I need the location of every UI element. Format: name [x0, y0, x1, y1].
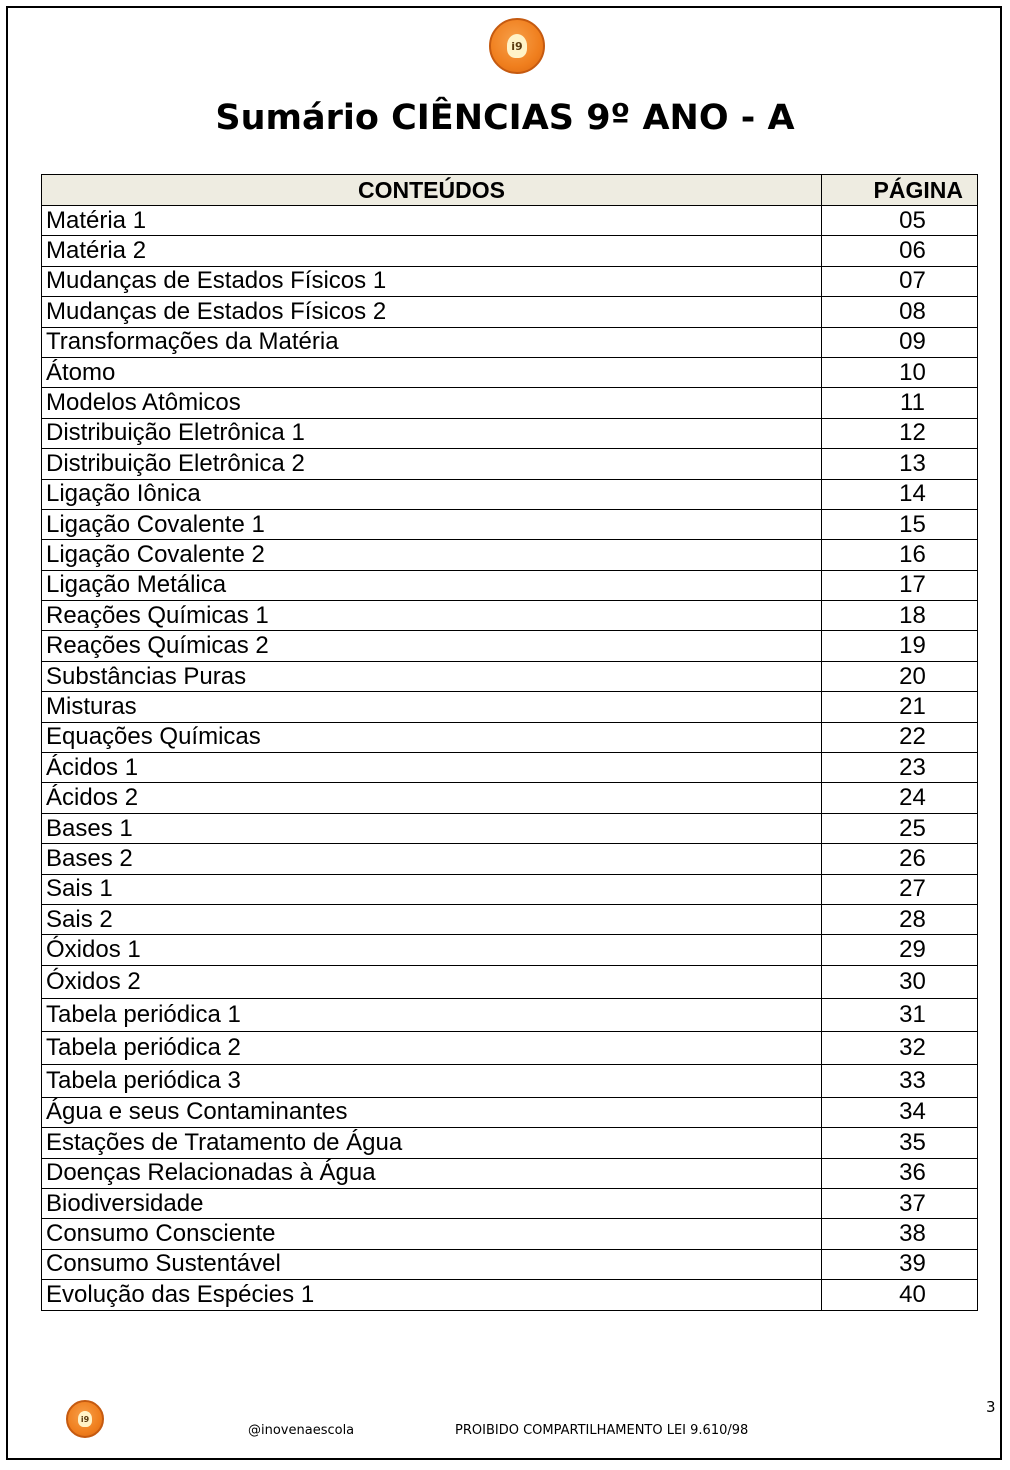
page-cell: 24: [822, 783, 978, 813]
lightbulb-icon: [507, 34, 528, 58]
table-row: [42, 1064, 978, 1097]
page-cell: 22: [822, 722, 978, 752]
footer-logo: [66, 1400, 104, 1438]
table-row: [42, 1097, 978, 1127]
column-header-page: PÁGINA: [822, 175, 978, 206]
topic-cell: Matéria 1: [42, 206, 822, 236]
page-number: 3: [986, 1398, 996, 1416]
topic-cell: Ligação Metálica: [42, 570, 822, 600]
table-row: [42, 998, 978, 1031]
topic-cell: Reações Químicas 1: [42, 601, 822, 631]
topic-cell: Consumo Sustentável: [42, 1249, 822, 1279]
topic-cell: Mudanças de Estados Físicos 1: [42, 266, 822, 296]
topic-cell: Evolução das Espécies 1: [42, 1280, 822, 1310]
page-title: Sumário CIÊNCIAS 9º ANO - A: [215, 98, 795, 138]
column-header-topic: CONTEÚDOS: [42, 175, 822, 206]
page-cell: 05: [822, 206, 978, 236]
page-cell: 38: [822, 1219, 978, 1249]
page-cell: 32: [822, 1031, 978, 1064]
table-row: [42, 1128, 978, 1158]
table-row: [42, 236, 978, 266]
topic-cell: Doenças Relacionadas à Água: [42, 1158, 822, 1188]
page-cell: 23: [822, 753, 978, 783]
table-row: [42, 509, 978, 539]
table-row: [42, 904, 978, 934]
page-cell: 37: [822, 1188, 978, 1218]
table-row: [42, 631, 978, 661]
topic-cell: Ácidos 2: [42, 783, 822, 813]
page-cell: 27: [822, 874, 978, 904]
lightbulb-icon: [78, 1411, 92, 1427]
topic-cell: Água e seus Contaminantes: [42, 1097, 822, 1127]
page-cell: 13: [822, 449, 978, 479]
page-cell: 29: [822, 935, 978, 965]
topic-cell: Estações de Tratamento de Água: [42, 1128, 822, 1158]
logo-text: i9: [80, 1414, 90, 1424]
table-row: [42, 935, 978, 965]
page-cell: 07: [822, 266, 978, 296]
page-cell: 15: [822, 509, 978, 539]
topic-cell: Tabela periódica 3: [42, 1064, 822, 1097]
topic-cell: Consumo Consciente: [42, 1219, 822, 1249]
footer-handle: @inovenaescola: [248, 1423, 355, 1438]
footer-notice: PROIBIDO COMPARTILHAMENTO LEI 9.610/98: [455, 1423, 749, 1438]
table-row: [42, 813, 978, 843]
table-row: [42, 540, 978, 570]
school-logo: [489, 18, 545, 74]
topic-cell: Transformações da Matéria: [42, 327, 822, 357]
topic-cell: Matéria 2: [42, 236, 822, 266]
topic-cell: Átomo: [42, 357, 822, 387]
summary-table: [41, 174, 978, 1311]
table-row: [42, 449, 978, 479]
page-cell: 21: [822, 692, 978, 722]
topic-cell: Tabela periódica 1: [42, 998, 822, 1031]
topic-cell: Sais 2: [42, 904, 822, 934]
page-cell: 30: [822, 965, 978, 998]
topic-cell: Ligação Covalente 2: [42, 540, 822, 570]
page-cell: 14: [822, 479, 978, 509]
page-cell: 17: [822, 570, 978, 600]
page-cell: 35: [822, 1128, 978, 1158]
table-row: [42, 722, 978, 752]
table-row: [42, 1158, 978, 1188]
logo-text: i9: [511, 39, 523, 53]
page-cell: 28: [822, 904, 978, 934]
table-row: [42, 206, 978, 236]
page-cell: 33: [822, 1064, 978, 1097]
topic-cell: Substâncias Puras: [42, 661, 822, 691]
topic-cell: Bases 2: [42, 844, 822, 874]
table-row: [42, 783, 978, 813]
topic-cell: Tabela periódica 2: [42, 1031, 822, 1064]
page-cell: 39: [822, 1249, 978, 1279]
table-row: [42, 357, 978, 387]
table-header-row: [42, 175, 978, 206]
page-cell: 10: [822, 357, 978, 387]
page-cell: 20: [822, 661, 978, 691]
page-cell: 16: [822, 540, 978, 570]
page-cell: 31: [822, 998, 978, 1031]
page-cell: 36: [822, 1158, 978, 1188]
table-row: [42, 601, 978, 631]
topic-cell: Modelos Atômicos: [42, 388, 822, 418]
page-cell: 12: [822, 418, 978, 448]
topic-cell: Sais 1: [42, 874, 822, 904]
page-cell: 25: [822, 813, 978, 843]
page-cell: 08: [822, 297, 978, 327]
table-row: [42, 297, 978, 327]
table-row: [42, 844, 978, 874]
page-cell: 34: [822, 1097, 978, 1127]
topic-cell: Misturas: [42, 692, 822, 722]
page-cell: 26: [822, 844, 978, 874]
table-row: [42, 1219, 978, 1249]
table-row: [42, 692, 978, 722]
topic-cell: Distribuição Eletrônica 2: [42, 449, 822, 479]
table-row: [42, 874, 978, 904]
table-row: [42, 753, 978, 783]
page-cell: 11: [822, 388, 978, 418]
table-row: [42, 661, 978, 691]
table-row: [42, 1188, 978, 1218]
page-cell: 06: [822, 236, 978, 266]
table-row: [42, 570, 978, 600]
topic-cell: Óxidos 2: [42, 965, 822, 998]
table-row: [42, 1280, 978, 1310]
topic-cell: Biodiversidade: [42, 1188, 822, 1218]
table-row: [42, 266, 978, 296]
table-row: [42, 479, 978, 509]
topic-cell: Distribuição Eletrônica 1: [42, 418, 822, 448]
topic-cell: Ligação Covalente 1: [42, 509, 822, 539]
page-cell: 40: [822, 1280, 978, 1310]
page-cell: 19: [822, 631, 978, 661]
page-cell: 18: [822, 601, 978, 631]
topic-cell: Óxidos 1: [42, 935, 822, 965]
topic-cell: Equações Químicas: [42, 722, 822, 752]
table-row: [42, 388, 978, 418]
table-row: [42, 327, 978, 357]
topic-cell: Bases 1: [42, 813, 822, 843]
table-row: [42, 1031, 978, 1064]
topic-cell: Ligação Iônica: [42, 479, 822, 509]
table-row: [42, 1249, 978, 1279]
topic-cell: Ácidos 1: [42, 753, 822, 783]
table-row: [42, 418, 978, 448]
topic-cell: Mudanças de Estados Físicos 2: [42, 297, 822, 327]
topic-cell: Reações Químicas 2: [42, 631, 822, 661]
table-row: [42, 965, 978, 998]
page-cell: 09: [822, 327, 978, 357]
table-body: [42, 206, 978, 1311]
